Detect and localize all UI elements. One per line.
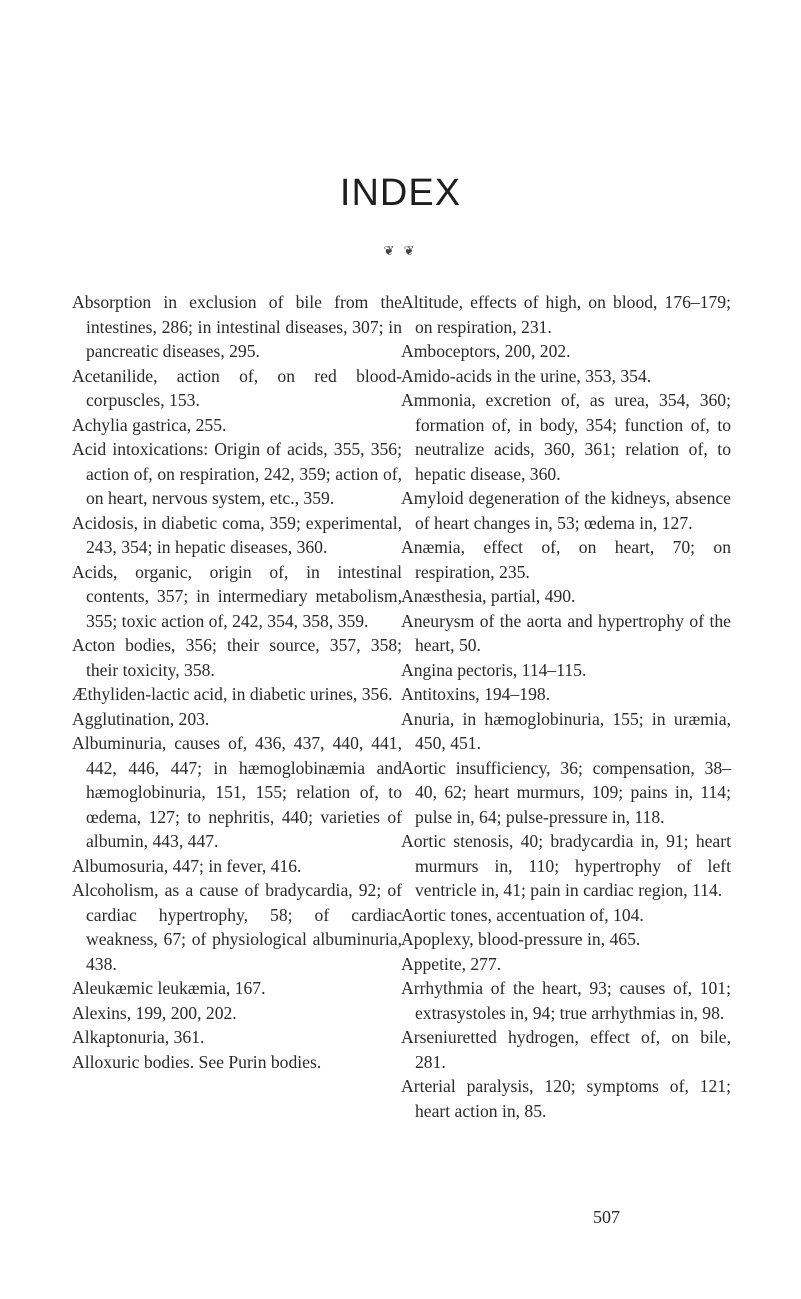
- index-entry: Amido-acids in the urine, 353, 354.: [401, 365, 652, 386]
- index-entry: Acton bodies, 356; their source, 357, 358; their toxicity, 358.: [72, 635, 402, 680]
- index-entry: Aneurysm of the aorta and hypertrophy of the heart, 50.: [401, 610, 731, 655]
- index-entry: Alloxuric bodies. See Purin bodies.: [72, 1051, 322, 1072]
- index-entry: Acids, organic, origin of, in intestinal contents, 357; in intermediary metabolism, 355; toxic action of, 242, 354, 358, 359.: [72, 561, 402, 631]
- index-entry: Arterial paralysis, 120; symptoms of, 121; heart action in, 85.: [401, 1076, 731, 1121]
- index-entry: Albuminuria, causes of, 436, 437, 440, 441, 442, 446, 447; in hæmoglobinæmia and hæmoglobinuria, 151, 155; relation of, to œdema, 127; to nephritis, 440; varieties of albumin, 443, 447.: [72, 733, 402, 851]
- index-entry: Alkaptonuria, 361.: [72, 1027, 205, 1047]
- index-column-left: [72, 290, 402, 1074]
- index-entry: Alcoholism, as a cause of bradycardia, 92; of cardiac hypertrophy, 58; of cardiac weakness, 67; of physiological albuminuria, 438.: [72, 880, 402, 974]
- index-entry: Arseniuretted hydrogen, effect of, on bile, 281.: [401, 1027, 731, 1072]
- index-entry: Agglutination, 203.: [72, 708, 210, 729]
- index-column-right: [401, 290, 731, 1123]
- index-entry: Acetanilide, action of, on red blood-corpuscles, 153.: [72, 365, 402, 410]
- index-entry: Æthyliden-lactic acid, in diabetic urines, 356.: [72, 684, 393, 704]
- index-entry: Aortic stenosis, 40; bradycardia in, 91; heart murmurs in, 110; hypertrophy of left ventricle in, 41; pain in cardiac region, 114.: [401, 831, 731, 900]
- index-entry: Ammonia, excretion of, as urea, 354, 360; formation of, in body, 354; function of, to neutralize acids, 360, 361; relation of, to hepatic disease, 360.: [401, 390, 731, 484]
- index-entry: Altitude, effects of high, on blood, 176–179; on respiration, 231.: [401, 292, 731, 337]
- index-entry: Angina pectoris, 114–115.: [401, 659, 587, 680]
- index-entry: Aortic insufficiency, 36; compensation, 38–40, 62; heart murmurs, 109; pains in, 114; pulse in, 64; pulse-pressure in, 118.: [401, 757, 731, 827]
- index-entry: Achylia gastrica, 255.: [72, 414, 227, 435]
- index-entry: Apoplexy, blood-pressure in, 465.: [401, 929, 641, 949]
- index-entry: Absorption in exclusion of bile from the intestines, 286; in intestinal diseases, 307; in pancreatic diseases, 295.: [72, 292, 402, 361]
- index-entry: Appetite, 277.: [401, 953, 502, 974]
- page-title: INDEX: [339, 172, 462, 214]
- index-entry: Albumosuria, 447; in fever, 416.: [72, 855, 302, 876]
- index-entry: Aleukæmic leukæmia, 167.: [72, 978, 266, 998]
- index-entry: Alexins, 199, 200, 202.: [72, 1002, 237, 1023]
- index-entry: Arrhythmia of the heart, 93; causes of, 101; extrasystoles in, 94; true arrhythmias in, 98.: [401, 978, 731, 1023]
- ornament-icon: ❦ ❦: [383, 243, 418, 258]
- index-entry: Amyloid degeneration of the kidneys, absence of heart changes in, 53; œdema in, 127.: [401, 488, 731, 533]
- index-entry: Anuria, in hæmoglobinuria, 155; in uræmia, 450, 451.: [401, 708, 731, 753]
- index-entry: Anæsthesia, partial, 490.: [401, 586, 576, 606]
- index-entry: Anæmia, effect of, on heart, 70; on respiration, 235.: [401, 537, 731, 582]
- index-entry: Acid intoxications: Origin of acids, 355, 356; action of, on respiration, 242, 359; action of, on heart, nervous system, etc., 359.: [72, 439, 402, 508]
- index-entry: Antitoxins, 194–198.: [401, 684, 551, 704]
- index-entry: Acidosis, in diabetic coma, 359; experimental, 243, 354; in hepatic diseases, 360.: [72, 512, 402, 557]
- index-entry: Amboceptors, 200, 202.: [401, 341, 571, 361]
- index-entry: Aortic tones, accentuation of, 104.: [401, 904, 644, 925]
- page-number: 507: [593, 1207, 620, 1227]
